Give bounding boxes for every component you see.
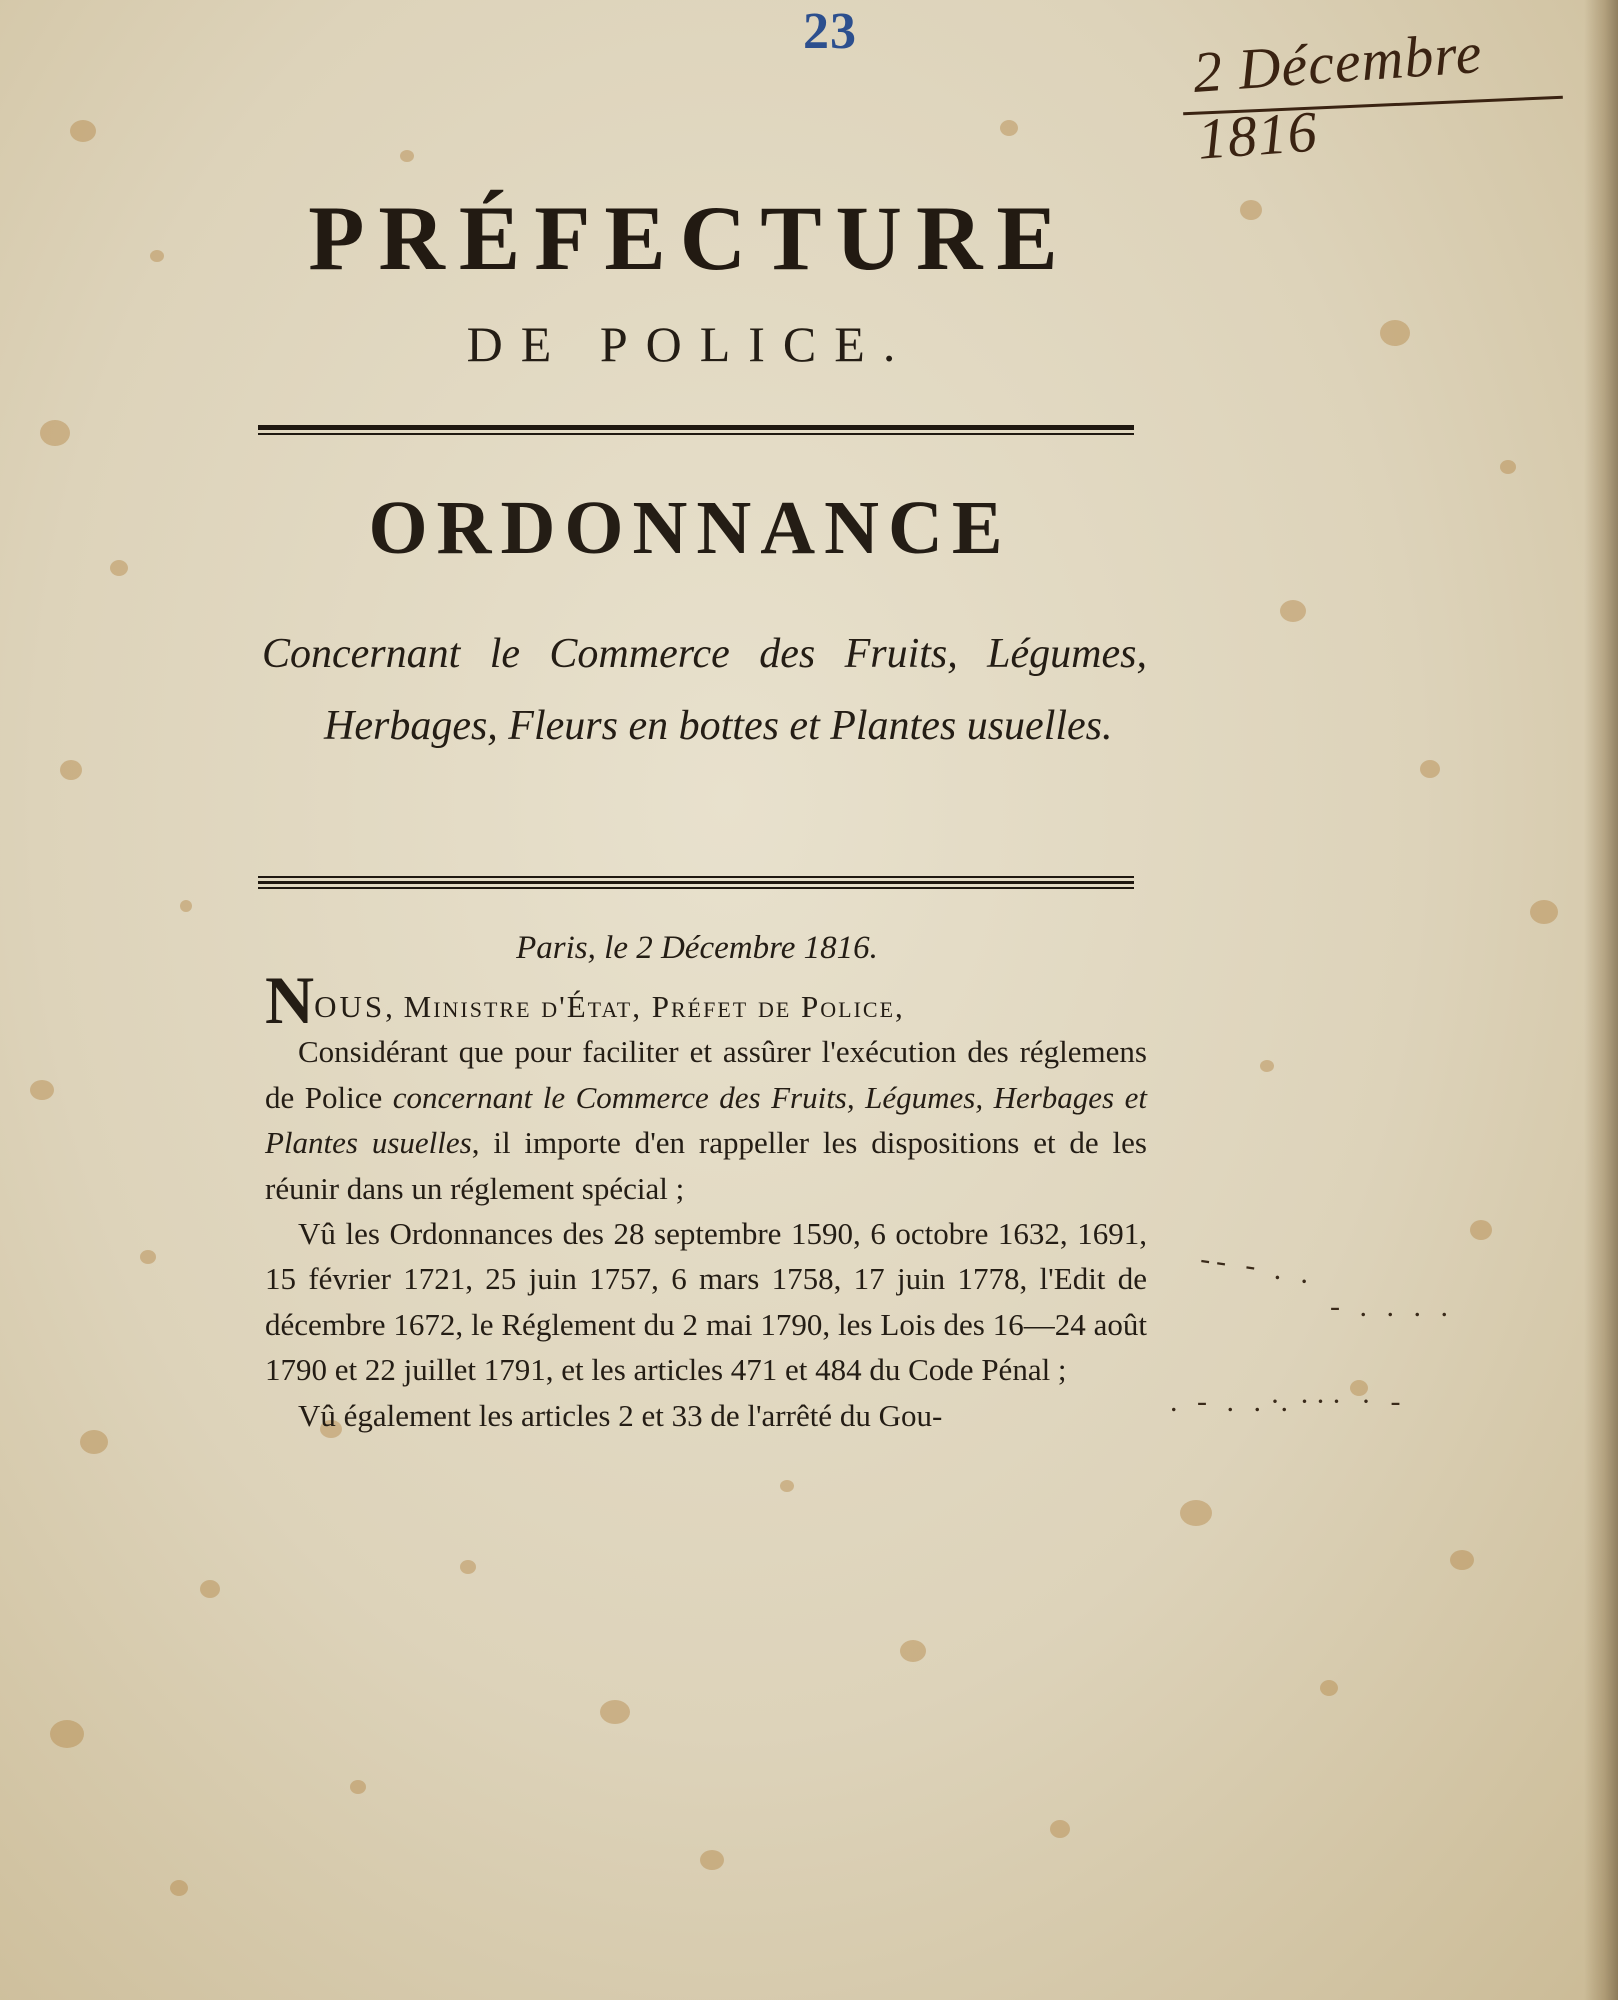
foxing-stain	[1240, 200, 1262, 220]
foxing-stain	[400, 150, 414, 162]
drop-cap: N	[265, 962, 315, 1038]
foxing-stain	[60, 760, 82, 780]
paragraph-vu-ordonnances: Vû les Ordonnances des 28 septembre 1590, 6 octobre 1632, 1691, 15 février 1721, 25 juin 1757, 6 mars 1758, 17 juin 1778, l'Edit de décembre 1672, le Réglement du 2 mai 1790, les Lois des 16—24 août 1790 et 22 juillet 1791, et les articles 471 et 484 du Code Pénal ;	[265, 1216, 1147, 1388]
margin-mark: -- - . .	[1198, 1242, 1318, 1291]
authority-title: Ministre d'État, Préfet de Police,	[403, 989, 905, 1024]
foxing-stain	[780, 1480, 794, 1492]
foxing-stain	[1420, 760, 1440, 778]
foxing-stain	[200, 1580, 220, 1598]
foxing-stain	[140, 1250, 156, 1264]
document-type-heading: ORDONNANCE	[368, 486, 1012, 570]
foxing-stain	[1470, 1220, 1492, 1240]
foxing-stain	[70, 120, 96, 142]
divider-rule	[258, 425, 1134, 435]
foxing-stain	[460, 1560, 476, 1574]
foxing-stain	[350, 1780, 366, 1794]
handwritten-date: 2 Décembre 1816	[1190, 19, 1485, 172]
foxing-stain	[150, 250, 164, 262]
paragraph-considerant: Considérant que pour faciliter et assûrer l'exécution des réglemens de Police concernant le Commerce des Fruits, Légumes, Herbages et Plantes usuelles, il importe d'en rappeller les dispositions et de les réunir dans un réglement spécial ;	[265, 1034, 1148, 1206]
foxing-stain	[180, 900, 192, 912]
foxing-stain	[600, 1700, 630, 1724]
foxing-stain	[1530, 900, 1558, 924]
foxing-stain	[50, 1720, 84, 1748]
paper-edge	[1584, 0, 1618, 2000]
foxing-stain	[80, 1430, 108, 1454]
foxing-stain	[30, 1080, 54, 1100]
foxing-stain	[170, 1880, 188, 1896]
document-subject: Concernant le Commerce des Fruits, Légumes, Herbages, Fleurs en bottes et Plantes usuelles.	[262, 631, 1147, 749]
margin-mark: . - . . .	[1170, 1385, 1294, 1418]
foxing-stain	[1000, 120, 1018, 136]
foxing-stain	[1180, 1500, 1212, 1526]
foxing-stain	[110, 560, 128, 576]
office-subtitle: DE POLICE.	[466, 316, 914, 372]
foxing-stain	[900, 1640, 926, 1662]
office-title: PRÉFECTURE	[308, 187, 1072, 289]
ordinance-body	[265, 962, 1148, 1438]
foxing-stain	[1260, 1060, 1274, 1072]
margin-mark: · ··· · -	[1270, 1385, 1407, 1418]
paragraph-vu-arrete: Vû également les articles 2 et 33 de l'arrêté du Gou-	[298, 1397, 943, 1433]
foxing-stain	[1380, 320, 1410, 346]
foxing-stain	[1050, 1820, 1070, 1838]
foxing-stain	[1280, 600, 1306, 622]
page-number-stamp: 23	[803, 3, 857, 60]
foxing-stain	[40, 420, 70, 446]
margin-mark: - . . . .	[1330, 1290, 1454, 1323]
preamble-nous: NOUS, Ministre d'État, Préfet de Police,	[265, 962, 905, 1038]
foxing-stain	[1320, 1680, 1338, 1696]
foxing-stain	[700, 1850, 724, 1870]
place-date-line: Paris, le 2 Décembre 1816.	[516, 930, 878, 966]
foxing-stain	[1500, 460, 1516, 474]
foxing-stain	[1450, 1550, 1474, 1570]
divider-rule	[258, 876, 1134, 889]
